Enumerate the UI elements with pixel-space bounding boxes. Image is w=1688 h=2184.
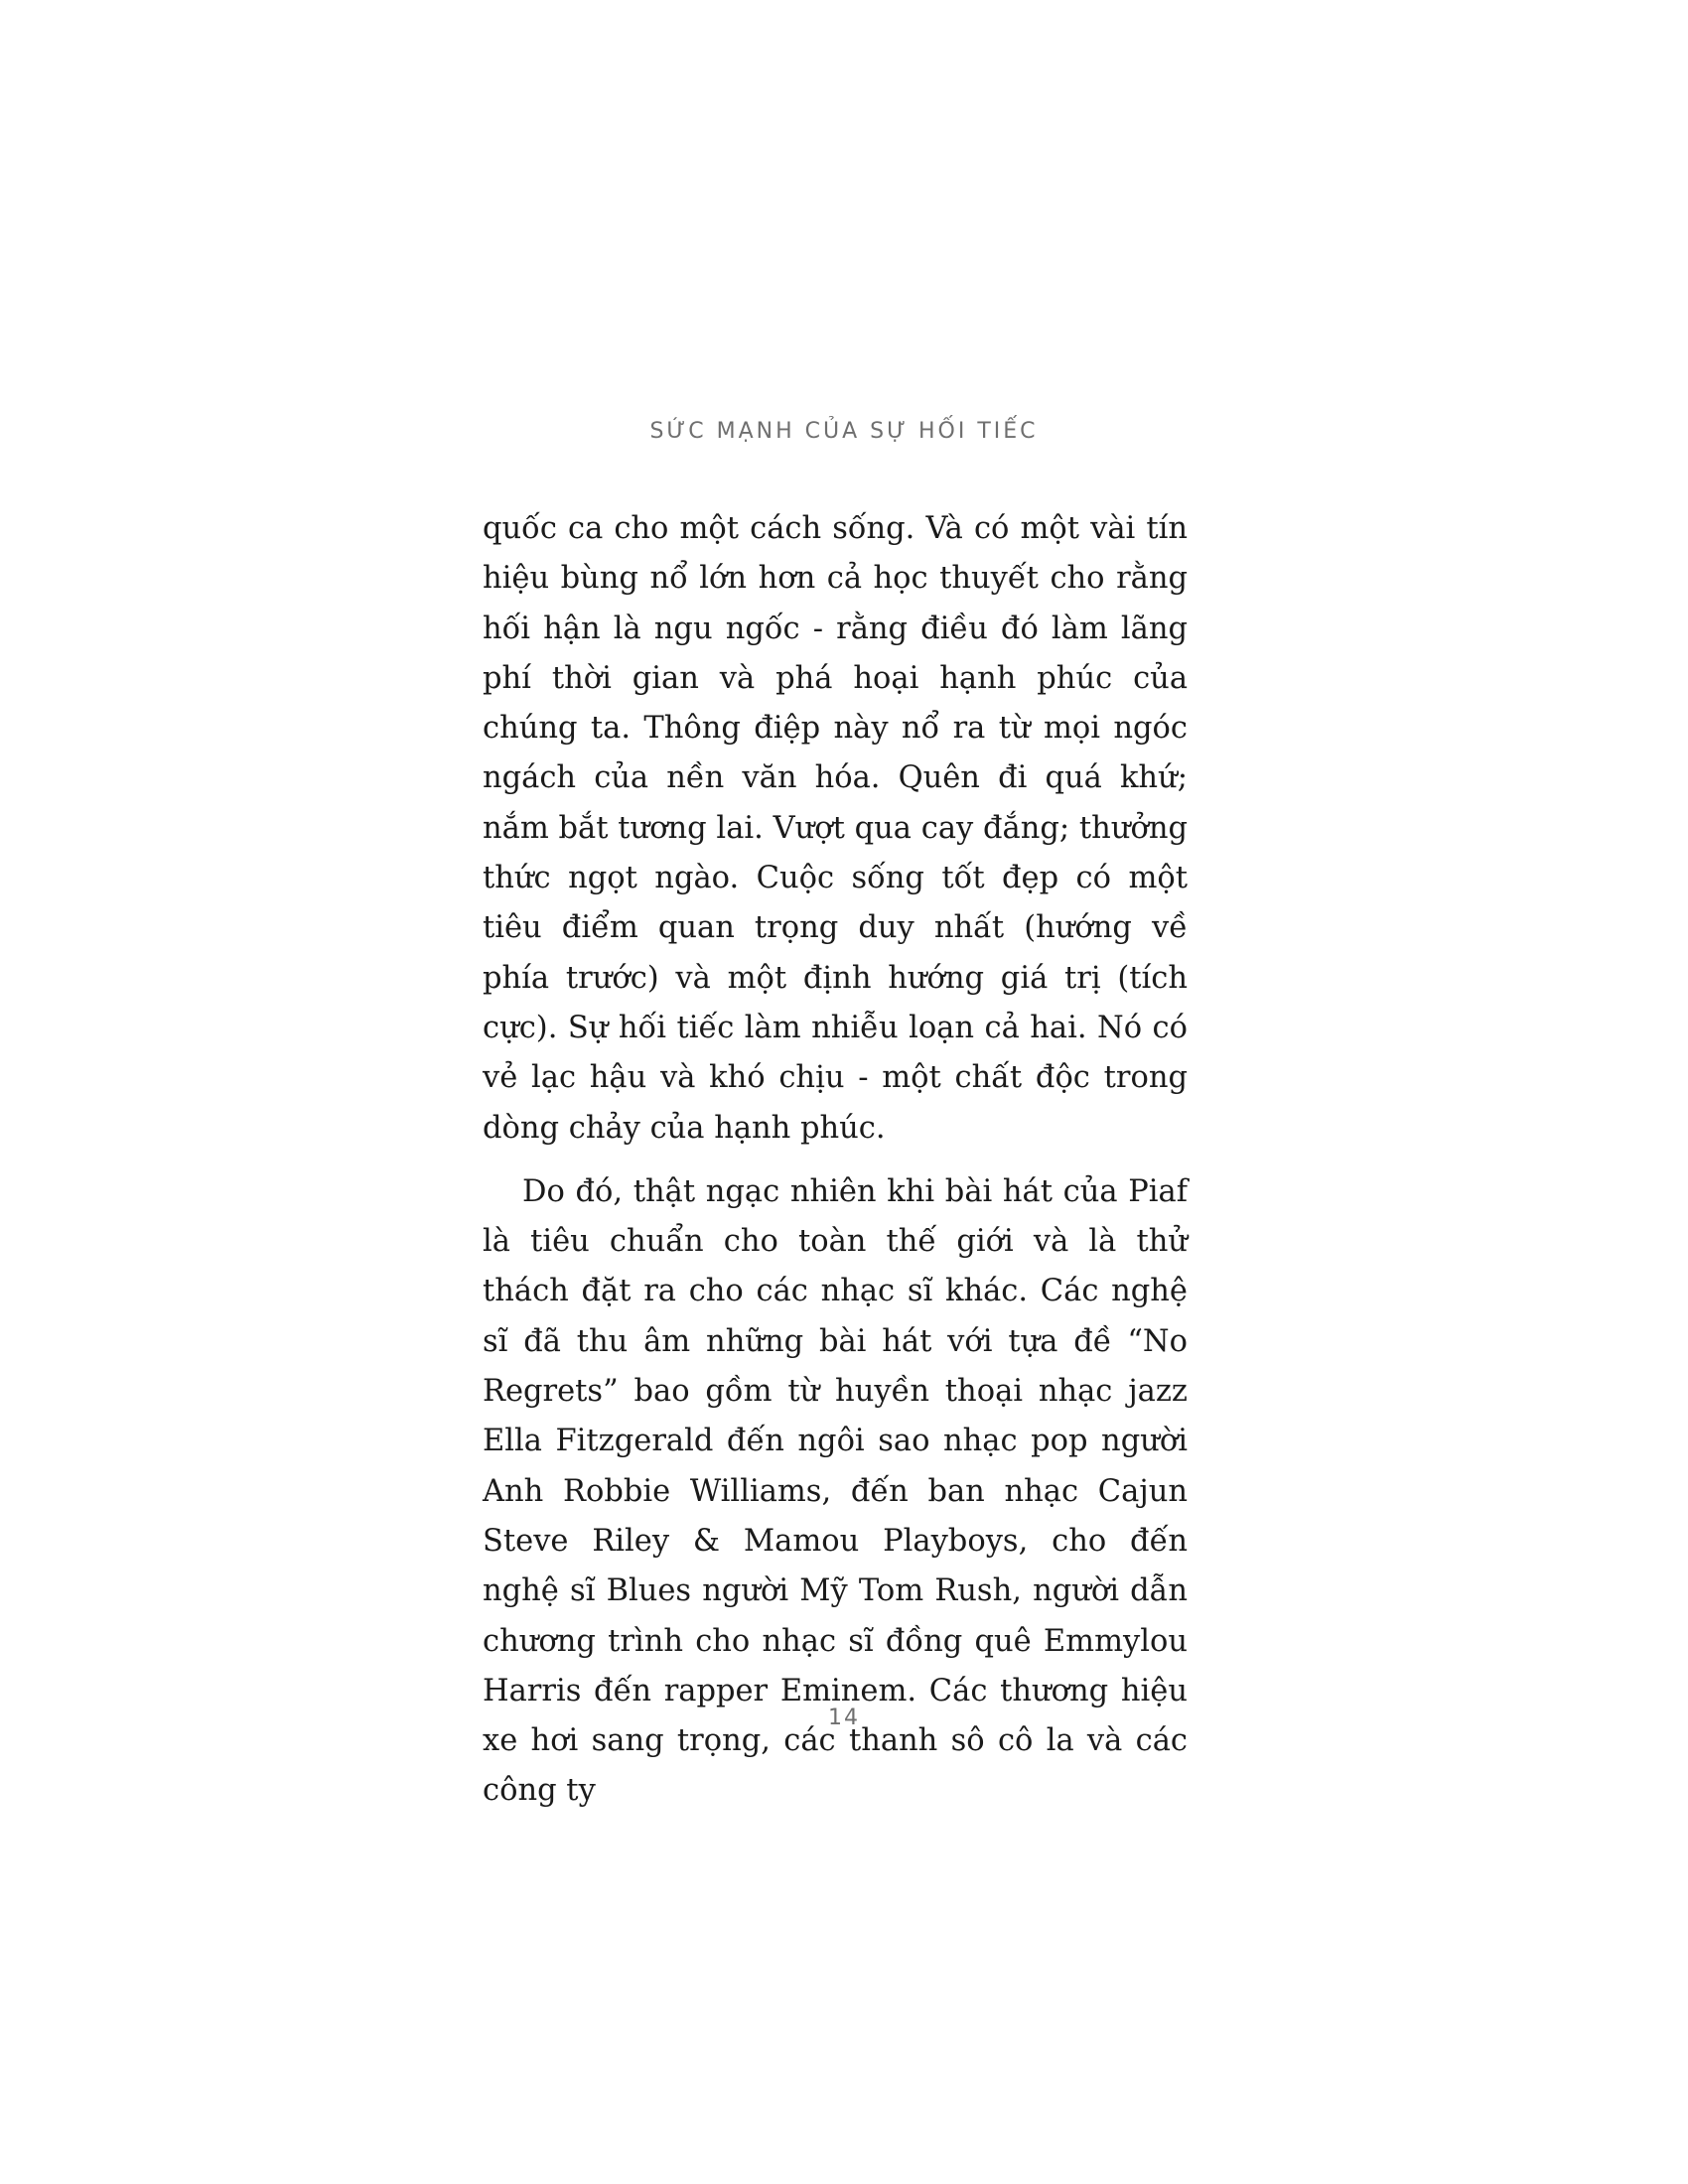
running-header-title: SỨC MẠNH CỦA SỰ HỐI TIẾC bbox=[649, 419, 1039, 444]
paragraph-1: quốc ca cho một cách sống. Và có một vài tín hiệu bùng nổ lớn hơn cả học thuyết cho rằng hối hận là ngu ngốc - rằng điều đó làm lãng phí thời gian và phá hoại hạnh phúc của chúng ta. Thông điệp này nổ ra từ mọi ngóc ngách của nền văn hóa. Quên đi quá khứ; nắm bắt tương lai. Vượt qua cay đắng; thưởng thức ngọt ngào. Cuộc sống tốt đẹp có một tiêu điểm quan trọng duy nhất (hướng về phía trước) và một định hướng giá trị (tích cực). Sự hối tiếc làm nhiễu loạn cả hai. Nó có vẻ lạc hậu và khó chịu - một chất độc trong dòng chảy của hạnh phúc. bbox=[483, 511, 1188, 1146]
page-number: 14 bbox=[828, 1706, 860, 1730]
paragraph-2: Do đó, thật ngạc nhiên khi bài hát của Piaf là tiêu chuẩn cho toàn thế giới và là thử thách đặt ra cho các nhạc sĩ khác. Các nghệ sĩ đã thu âm những bài hát với tựa đề “No Regrets” bao gồm từ huyền thoại nhạc jazz Ella Fitzgerald đến ngôi sao nhạc pop người Anh Robbie Williams, đến ban nhạc Cajun Steve Riley & Mamou Playboys, cho đến nghệ sĩ Blues người Mỹ Tom Rush, người dẫn chương trình cho nhạc sĩ đồng quê Emmylou Harris đến rapper Eminem. Các thương hiệu xe hơi sang trọng, các thanh sô cô la và các công ty bbox=[483, 1173, 1188, 1809]
body-text bbox=[483, 504, 1188, 1817]
